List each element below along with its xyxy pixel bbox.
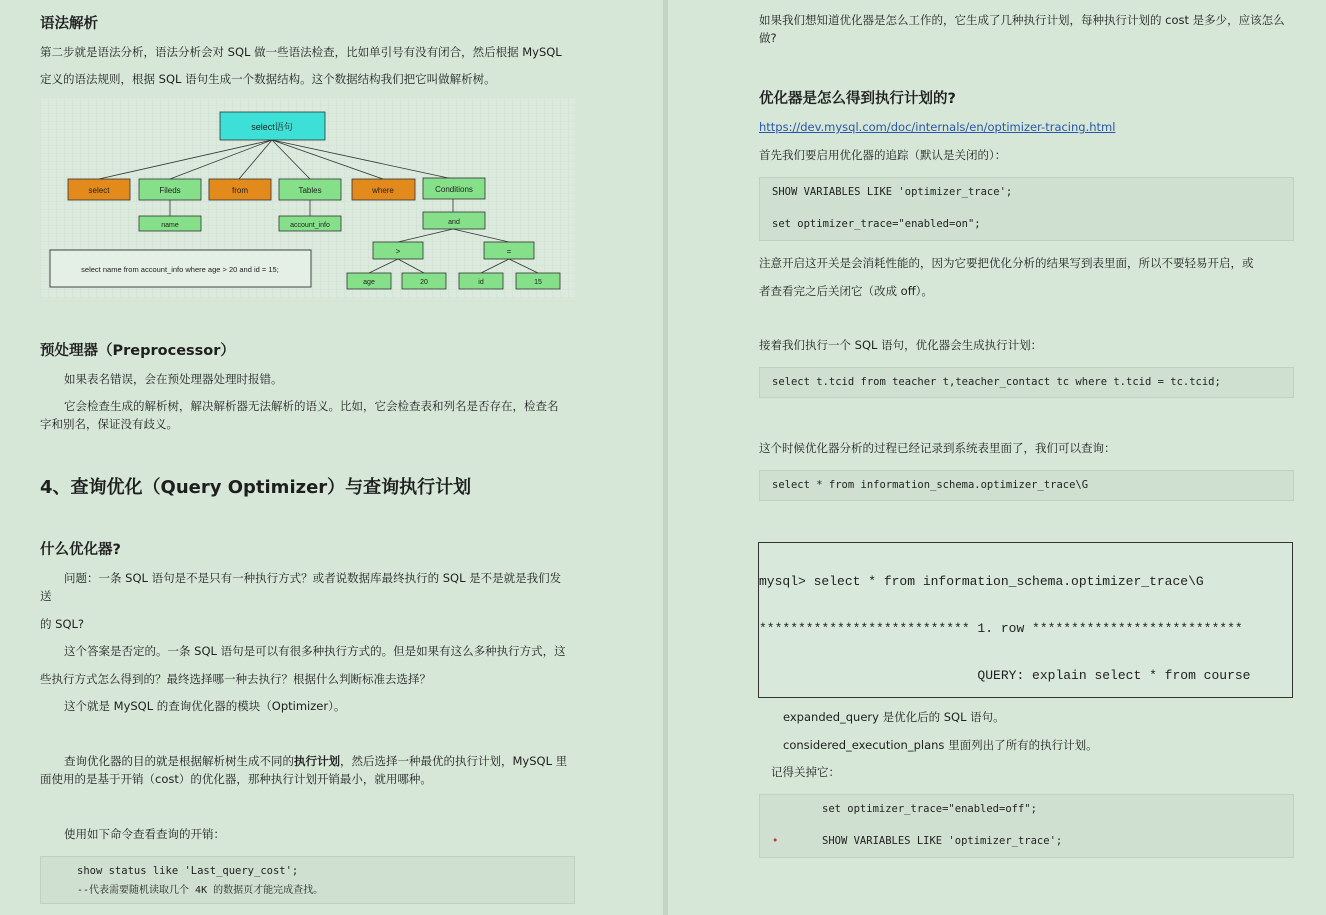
- paragraph: 首先我们要启用优化器的追踪（默认是关闭的）：: [759, 148, 1007, 162]
- code-line: SHOW VARIABLES LIKE 'optimizer_trace';: [822, 835, 1063, 847]
- paragraph: 定义的语法规则，根据 SQL 语句生成一个数据结构。这个数据结构我们把它叫做解析树。: [40, 72, 496, 86]
- paragraph: 字和别名，保证没有歧义。: [40, 417, 178, 431]
- paragraph: 如果我们想知道优化器是怎么工作的，它生成了几种执行计划，每种执行计划的 cost 是多少，应该怎么: [759, 13, 1285, 27]
- chapter-title: 4、查询优化（Query Optimizer）与查询执行计划: [40, 477, 472, 498]
- tree-node-label: where: [372, 186, 394, 195]
- code-block: [759, 470, 1294, 501]
- tree-node-label: account_info: [290, 222, 330, 229]
- code-line: SHOW VARIABLES LIKE 'optimizer_trace';: [772, 186, 1013, 198]
- terminal-line: QUERY: explain select * from course: [759, 667, 1251, 683]
- paragraph: 这个就是 MySQL 的查询优化器的模块（Optimizer）。: [64, 699, 346, 713]
- paragraph: 使用如下命令查看查询的开销：: [64, 827, 225, 841]
- tree-node-label: select: [88, 186, 110, 195]
- paragraph: 它会检查生成的解析树，解决解析器无法解析的语义。比如，它会检查表和列名是否存在，检查名: [64, 399, 559, 413]
- code-block: [759, 794, 1294, 858]
- paragraph: 第二步就是语法分析，语法分析会对 SQL 做一些语法检查，比如单引号有没有闭合，然后根据 MySQL: [40, 45, 562, 59]
- tree-sql-text: select name from account_info where age > 20 and id = 15;: [81, 265, 279, 274]
- paragraph: 面使用的是基于开销（cost）的优化器，那种执行计划开销最小，就用哪种。: [40, 772, 432, 786]
- section-title-preprocessor: 预处理器（Preprocessor）: [40, 343, 235, 359]
- bold-text: 执行计划: [294, 754, 340, 768]
- tree-node-label: 15: [534, 279, 542, 286]
- code-line: set optimizer_trace="enabled=on";: [772, 218, 981, 230]
- paragraph: 的 SQL?: [40, 617, 85, 631]
- tree-node-label: id: [478, 279, 484, 286]
- optimizer-tracing-link[interactable]: https://dev.mysql.com/doc/internals/en/optimizer-tracing.html: [759, 120, 1116, 134]
- paragraph: 如果表名错误，会在预处理器处理时报错。: [64, 372, 283, 386]
- right-page: [668, 0, 1326, 915]
- tree-node-label: 20: [420, 279, 428, 286]
- paragraph: 这个答案是否定的。一条 SQL 语句是可以有很多种执行方式的。但是如果有这么多种执行方式，这: [64, 644, 566, 658]
- tree-node-label: Conditions: [435, 185, 473, 194]
- text-run: ，然后选择一种最优的执行计划，MySQL 里: [340, 754, 568, 768]
- bullet-marker: •: [772, 835, 779, 847]
- tree-node-label: =: [506, 247, 512, 256]
- terminal-line: mysql> select * from information_schema.optimizer_trace\G: [759, 574, 1204, 590]
- tree-node-label: age: [363, 279, 375, 286]
- paragraph: 做?: [759, 31, 777, 45]
- paragraph: 接着我们执行一个 SQL 语句，优化器会生成执行计划：: [759, 338, 1043, 352]
- tree-node-label: >: [395, 247, 401, 256]
- code-block: [759, 367, 1294, 398]
- section-title-trace: 优化器是怎么得到执行计划的?: [759, 91, 956, 107]
- paragraph: 者查看完之后关闭它（改成 off）。: [759, 284, 933, 298]
- code-line: select t.tcid from teacher t,teacher_contact tc where t.tcid = tc.tcid;: [772, 376, 1221, 388]
- code-line: set optimizer_trace="enabled=off";: [822, 803, 1037, 815]
- terminal-screenshot: [758, 542, 1293, 698]
- tree-node-label: and: [448, 219, 460, 226]
- terminal-line: *************************** 1. row ***************************: [759, 620, 1243, 636]
- paragraph: 送: [40, 589, 52, 603]
- paragraph: considered_execution_plans 里面列出了所有的执行计划。: [783, 738, 1098, 752]
- section-title-optimizer: 什么优化器?: [40, 542, 121, 558]
- section-title-parsing: 语法解析: [40, 16, 98, 32]
- tree-node-label: Fileds: [159, 186, 181, 195]
- paragraph: 问题：一条 SQL 语句是不是只有一种执行方式？或者说数据库最终执行的 SQL 是不是就是我们发: [64, 571, 562, 585]
- code-line: select * from information_schema.optimizer_trace\G: [772, 479, 1089, 491]
- text-run: 查询优化器的目的就是根据解析树生成不同的: [64, 754, 294, 768]
- tree-node-label: from: [232, 186, 248, 195]
- paragraph: 些执行方式怎么得到的？最终选择哪一种去执行？根据什么判断标准去选择？: [40, 672, 431, 686]
- paragraph: 注意开启这开关是会消耗性能的，因为它要把优化分析的结果写到表里面，所以不要轻易开启，或: [759, 256, 1254, 270]
- paragraph: expanded_query 是优化后的 SQL 语句。: [783, 710, 1005, 724]
- code-line: --代表需要随机读取几个 4K 的数据页才能完成查找。: [77, 885, 324, 896]
- paragraph: [64, 754, 567, 768]
- tree-node-label: name: [161, 222, 179, 229]
- code-line: show status like 'Last_query_cost';: [77, 865, 299, 877]
- paragraph: 记得关掉它：: [771, 765, 840, 779]
- paragraph: 这个时候优化器分析的过程已经记录到系统表里面了，我们可以查询：: [759, 441, 1116, 455]
- parse-tree-diagram: [40, 97, 575, 298]
- code-block: [40, 856, 575, 904]
- tree-node-label: select语句: [251, 122, 293, 132]
- code-block: [759, 177, 1294, 241]
- tree-node-label: Tables: [298, 186, 322, 195]
